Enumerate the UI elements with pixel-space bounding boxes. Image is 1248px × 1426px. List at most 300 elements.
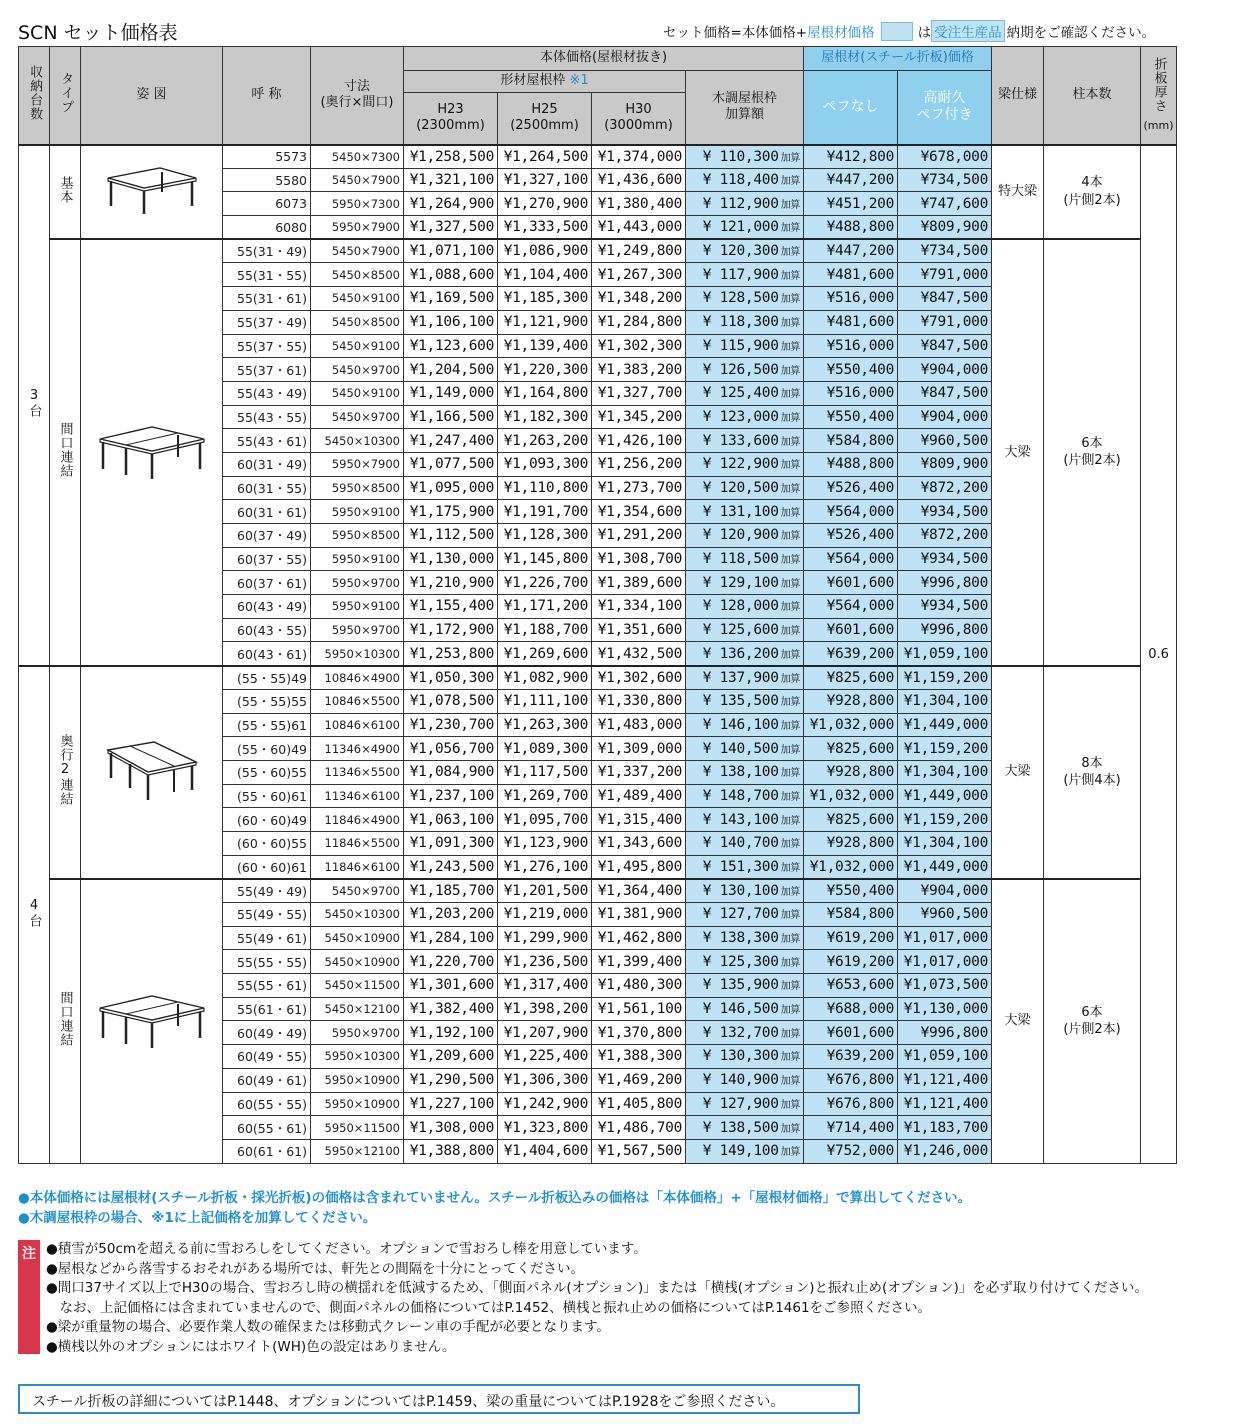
type-cell: 間口連結 <box>50 239 81 665</box>
dim-cell: 5950×8500 <box>311 476 404 500</box>
price-cell: ¥1,207,900 <box>498 1021 592 1045</box>
wood-add-cell: ¥ 128,000 加算 <box>686 595 804 619</box>
price-cell: ¥1,256,200 <box>592 452 686 476</box>
roof-b-cell: ¥934,500 <box>898 500 992 524</box>
note-line: ●木調屋根枠の場合、※1に上記価格を加算してください。 <box>18 1210 377 1226</box>
legend-prefix: セット価格=本体価格+ <box>663 25 808 41</box>
price-cell: ¥1,561,100 <box>592 997 686 1021</box>
price-cell: ¥1,088,600 <box>404 263 498 287</box>
price-cell: ¥1,258,500 <box>404 145 498 169</box>
col-count: 収納台数 <box>19 47 50 145</box>
name-cell: 60(61・61) <box>223 1139 311 1163</box>
price-cell: ¥1,270,900 <box>498 192 592 216</box>
price-cell: ¥1,267,300 <box>592 263 686 287</box>
name-cell: 55(43・49) <box>223 381 311 405</box>
name-cell: 6073 <box>223 192 311 216</box>
pillar-cell: 6本 (片側2本) <box>1044 879 1141 1163</box>
price-cell: ¥1,388,300 <box>592 1045 686 1069</box>
name-cell: 60(49・55) <box>223 1045 311 1069</box>
page-title: SCN セット価格表 <box>18 22 178 44</box>
price-cell: ¥1,121,900 <box>498 310 592 334</box>
count-cell: 4台 <box>19 666 50 1163</box>
name-cell: (60・60)61 <box>223 855 311 879</box>
roof-b-cell: ¥996,800 <box>898 1021 992 1045</box>
col-roof-a: ペフなし <box>804 71 898 145</box>
dim-cell: 5450×8500 <box>311 310 404 334</box>
roof-a-cell: ¥601,600 <box>804 571 898 595</box>
type-cell: 基本 <box>50 145 81 240</box>
name-cell: 55(55・55) <box>223 950 311 974</box>
dim-cell: 5950×10300 <box>311 1045 404 1069</box>
dim-cell: 5950×10300 <box>311 642 404 666</box>
dim-cell: 5950×10900 <box>311 1092 404 1116</box>
name-cell: 60(43・49) <box>223 595 311 619</box>
roof-b-cell: ¥747,600 <box>898 192 992 216</box>
roof-a-cell: ¥1,032,000 <box>804 855 898 879</box>
price-cell: ¥1,380,400 <box>592 192 686 216</box>
price-cell: ¥1,128,300 <box>498 524 592 548</box>
dim-cell: 11846×5500 <box>311 831 404 855</box>
name-cell: 60(31・61) <box>223 500 311 524</box>
reference-box: スチール折板の詳細についてはP.1448、オプションについてはP.1459、梁の重量についてはP.1928をご参照ください。 <box>18 1384 860 1414</box>
roof-b-cell: ¥791,000 <box>898 263 992 287</box>
wood-add-cell: ¥ 132,700 加算 <box>686 1021 804 1045</box>
dim-cell: 5450×7900 <box>311 239 404 263</box>
count-cell: 3台 <box>19 145 50 666</box>
beam-cell: 大梁 <box>992 666 1044 879</box>
roof-a-cell: ¥516,000 <box>804 287 898 311</box>
wood-add-cell: ¥ 135,500 加算 <box>686 689 804 713</box>
roof-a-cell: ¥601,600 <box>804 1021 898 1045</box>
wood-add-cell: ¥ 118,400 加算 <box>686 168 804 192</box>
roof-b-cell: ¥1,017,000 <box>898 926 992 950</box>
price-cell: ¥1,432,500 <box>592 642 686 666</box>
roof-a-cell: ¥481,600 <box>804 310 898 334</box>
price-cell: ¥1,112,500 <box>404 524 498 548</box>
wood-add-cell: ¥ 148,700 加算 <box>686 784 804 808</box>
roof-a-cell: ¥550,400 <box>804 405 898 429</box>
dim-cell: 11346×4900 <box>311 737 404 761</box>
dim-cell: 5950×8500 <box>311 524 404 548</box>
dim-cell: 5950×9700 <box>311 618 404 642</box>
price-cell: ¥1,219,000 <box>498 903 592 927</box>
price-cell: ¥1,351,600 <box>592 618 686 642</box>
price-cell: ¥1,106,100 <box>404 310 498 334</box>
name-cell: 55(37・55) <box>223 334 311 358</box>
name-cell: (55・60)55 <box>223 760 311 784</box>
wood-add-cell: ¥ 140,900 加算 <box>686 1068 804 1092</box>
wood-add-cell: ¥ 118,500 加算 <box>686 547 804 571</box>
roof-b-cell: ¥1,159,200 <box>898 737 992 761</box>
price-cell: ¥1,171,200 <box>498 595 592 619</box>
roof-a-cell: ¥928,800 <box>804 831 898 855</box>
name-cell: 60(37・49) <box>223 524 311 548</box>
name-cell: 60(49・61) <box>223 1068 311 1092</box>
price-cell: ¥1,089,300 <box>498 737 592 761</box>
price-cell: ¥1,110,800 <box>498 476 592 500</box>
dim-cell: 5450×10900 <box>311 950 404 974</box>
price-cell: ¥1,169,500 <box>404 287 498 311</box>
dim-cell: 5950×9100 <box>311 500 404 524</box>
roof-a-cell: ¥619,200 <box>804 926 898 950</box>
roof-a-cell: ¥550,400 <box>804 879 898 903</box>
dim-cell: 5450×10900 <box>311 926 404 950</box>
price-cell: ¥1,389,600 <box>592 571 686 595</box>
price-cell: ¥1,382,400 <box>404 997 498 1021</box>
price-cell: ¥1,327,500 <box>404 216 498 240</box>
figure-cell <box>81 239 223 665</box>
price-cell: ¥1,405,800 <box>592 1092 686 1116</box>
caution-line: なお、上記価格には含まれていませんので、側面パネルの価格についてはP.1452、横桟と振れ止めの価格についてはP.1461をご参照ください。 <box>46 1299 932 1316</box>
figure-cell <box>81 145 223 240</box>
roof-a-cell: ¥516,000 <box>804 381 898 405</box>
name-cell: 60(43・61) <box>223 642 311 666</box>
price-cell: ¥1,317,400 <box>498 974 592 998</box>
col-dim: 寸法 (奥行×間口) <box>311 47 404 145</box>
roof-b-cell: ¥1,246,000 <box>898 1139 992 1163</box>
wood-add-cell: ¥ 117,900 加算 <box>686 263 804 287</box>
price-cell: ¥1,567,500 <box>592 1139 686 1163</box>
dim-cell: 5450×9100 <box>311 287 404 311</box>
roof-a-cell: ¥584,800 <box>804 903 898 927</box>
roof-a-cell: ¥825,600 <box>804 737 898 761</box>
roof-b-cell: ¥996,800 <box>898 571 992 595</box>
wood-add-cell: ¥ 110,300 加算 <box>686 145 804 169</box>
name-cell: 55(43・61) <box>223 429 311 453</box>
name-cell: (55・60)49 <box>223 737 311 761</box>
name-cell: (60・60)55 <box>223 831 311 855</box>
dim-cell: 5950×9100 <box>311 547 404 571</box>
price-cell: ¥1,253,800 <box>404 642 498 666</box>
price-cell: ¥1,308,000 <box>404 1116 498 1140</box>
name-cell: 60(31・55) <box>223 476 311 500</box>
col-h30: H30 (3000mm) <box>592 93 686 145</box>
name-cell: 55(55・61) <box>223 974 311 998</box>
roof-a-cell: ¥1,032,000 <box>804 713 898 737</box>
price-cell: ¥1,398,200 <box>498 997 592 1021</box>
caution-line: ●梁が重量物の場合、必要作業人数の確保または移動式クレーン車の手配が必要となります。 <box>46 1319 610 1335</box>
name-cell: (55・55)49 <box>223 666 311 690</box>
price-cell: ¥1,383,200 <box>592 358 686 382</box>
roof-a-cell: ¥676,800 <box>804 1092 898 1116</box>
name-cell: 55(49・55) <box>223 903 311 927</box>
dim-cell: 11346×5500 <box>311 760 404 784</box>
price-cell: ¥1,276,100 <box>498 855 592 879</box>
price-cell: ¥1,084,900 <box>404 760 498 784</box>
roof-a-cell: ¥564,000 <box>804 595 898 619</box>
dim-cell: 5450×9700 <box>311 358 404 382</box>
price-cell: ¥1,483,000 <box>592 713 686 737</box>
price-cell: ¥1,299,900 <box>498 926 592 950</box>
wood-add-cell: ¥ 125,600 加算 <box>686 618 804 642</box>
name-cell: 55(49・61) <box>223 926 311 950</box>
dim-cell: 11346×6100 <box>311 784 404 808</box>
caution-line: ●横桟以外のオプションにはホワイト(WH)色の設定はありません。 <box>46 1338 456 1355</box>
price-cell: ¥1,086,900 <box>498 239 592 263</box>
wood-add-cell: ¥ 137,900 加算 <box>686 666 804 690</box>
roof-a-cell: ¥564,000 <box>804 547 898 571</box>
price-cell: ¥1,374,000 <box>592 145 686 169</box>
price-cell: ¥1,185,700 <box>404 879 498 903</box>
price-table-body <box>19 145 1177 1164</box>
price-cell: ¥1,284,800 <box>592 310 686 334</box>
roof-b-cell: ¥1,159,200 <box>898 808 992 832</box>
roof-b-cell: ¥872,200 <box>898 476 992 500</box>
col-name: 呼 称 <box>223 47 311 145</box>
dim-cell: 5950×10900 <box>311 1068 404 1092</box>
roof-b-cell: ¥1,073,500 <box>898 974 992 998</box>
roof-b-cell: ¥1,017,000 <box>898 950 992 974</box>
price-cell: ¥1,191,700 <box>498 500 592 524</box>
dim-cell: 5450×9700 <box>311 405 404 429</box>
roof-b-cell: ¥904,000 <box>898 358 992 382</box>
name-cell: (55・55)55 <box>223 689 311 713</box>
roof-a-cell: ¥1,032,000 <box>804 784 898 808</box>
price-cell: ¥1,204,500 <box>404 358 498 382</box>
beam-cell: 大梁 <box>992 879 1044 1163</box>
roof-b-cell: ¥809,900 <box>898 216 992 240</box>
caution-line: ●間口37サイズ以上でH30の場合、雪おろし時の横揺れを低減するため、「側面パネル(オプション)」または「横桟(オプション)と振れ止め(オプション)」を必ず取り付けてください。 <box>46 1280 1148 1296</box>
price-cell: ¥1,123,600 <box>404 334 498 358</box>
pillar-cell: 6本 (片側2本) <box>1044 239 1141 665</box>
legend-product: 受注生産品 <box>931 20 1005 42</box>
roof-a-cell: ¥564,000 <box>804 500 898 524</box>
price-cell: ¥1,269,600 <box>498 642 592 666</box>
price-cell: ¥1,302,600 <box>592 666 686 690</box>
price-cell: ¥1,364,400 <box>592 879 686 903</box>
table-row <box>19 239 1177 263</box>
name-cell: (55・55)61 <box>223 713 311 737</box>
wood-add-cell: ¥ 138,300 加算 <box>686 926 804 950</box>
wood-add-cell: ¥ 122,900 加算 <box>686 452 804 476</box>
wood-add-cell: ¥ 118,300 加算 <box>686 310 804 334</box>
price-cell: ¥1,236,500 <box>498 950 592 974</box>
table-row <box>19 666 1177 690</box>
wood-add-cell: ¥ 136,200 加算 <box>686 642 804 666</box>
roof-b-cell: ¥904,000 <box>898 405 992 429</box>
price-cell: ¥1,273,700 <box>592 476 686 500</box>
wood-add-cell: ¥ 131,100 加算 <box>686 500 804 524</box>
price-cell: ¥1,284,100 <box>404 926 498 950</box>
roof-a-cell: ¥412,800 <box>804 145 898 169</box>
wood-add-cell: ¥ 140,700 加算 <box>686 831 804 855</box>
price-cell: ¥1,327,100 <box>498 168 592 192</box>
caution-list <box>46 1240 1148 1357</box>
roof-b-cell: ¥847,500 <box>898 381 992 405</box>
price-cell: ¥1,345,200 <box>592 405 686 429</box>
wood-add-cell: ¥ 146,100 加算 <box>686 713 804 737</box>
figure-cell <box>81 666 223 879</box>
col-type: タイプ <box>50 47 81 145</box>
dim-cell: 10846×5500 <box>311 689 404 713</box>
roof-a-cell: ¥550,400 <box>804 358 898 382</box>
price-cell: ¥1,321,100 <box>404 168 498 192</box>
price-cell: ¥1,188,700 <box>498 618 592 642</box>
name-cell: (60・60)49 <box>223 808 311 832</box>
roof-b-cell: ¥1,121,400 <box>898 1068 992 1092</box>
roof-b-cell: ¥847,500 <box>898 287 992 311</box>
name-cell: 60(37・61) <box>223 571 311 595</box>
price-cell: ¥1,264,500 <box>498 145 592 169</box>
price-cell: ¥1,337,200 <box>592 760 686 784</box>
price-cell: ¥1,489,400 <box>592 784 686 808</box>
wood-add-cell: ¥ 121,000 加算 <box>686 216 804 240</box>
roof-b-cell: ¥1,304,100 <box>898 760 992 784</box>
roof-b-cell: ¥678,000 <box>898 145 992 169</box>
beam-cell: 大梁 <box>992 239 1044 665</box>
name-cell: 60(31・49) <box>223 452 311 476</box>
roof-a-cell: ¥584,800 <box>804 429 898 453</box>
price-cell: ¥1,185,300 <box>498 287 592 311</box>
price-cell: ¥1,225,400 <box>498 1045 592 1069</box>
wood-add-cell: ¥ 143,100 加算 <box>686 808 804 832</box>
price-cell: ¥1,354,600 <box>592 500 686 524</box>
price-cell: ¥1,093,300 <box>498 452 592 476</box>
price-cell: ¥1,480,300 <box>592 974 686 998</box>
price-cell: ¥1,302,300 <box>592 334 686 358</box>
name-cell: (55・60)61 <box>223 784 311 808</box>
price-cell: ¥1,139,400 <box>498 334 592 358</box>
price-cell: ¥1,381,900 <box>592 903 686 927</box>
price-cell: ¥1,201,500 <box>498 879 592 903</box>
wood-add-cell: ¥ 128,500 加算 <box>686 287 804 311</box>
wood-add-cell: ¥ 146,500 加算 <box>686 997 804 1021</box>
price-cell: ¥1,263,200 <box>498 429 592 453</box>
name-cell: 60(37・55) <box>223 547 311 571</box>
dim-cell: 5950×7300 <box>311 192 404 216</box>
name-cell: 55(43・55) <box>223 405 311 429</box>
price-cell: ¥1,323,800 <box>498 1116 592 1140</box>
price-cell: ¥1,220,700 <box>404 950 498 974</box>
price-cell: ¥1,117,500 <box>498 760 592 784</box>
name-cell: 60(55・55) <box>223 1092 311 1116</box>
name-cell: 55(31・61) <box>223 287 311 311</box>
roof-b-cell: ¥960,500 <box>898 429 992 453</box>
roof-a-cell: ¥653,600 <box>804 974 898 998</box>
price-cell: ¥1,348,200 <box>592 287 686 311</box>
roof-b-cell: ¥1,449,000 <box>898 713 992 737</box>
price-cell: ¥1,123,900 <box>498 831 592 855</box>
type-cell: 間口連結 <box>50 879 81 1163</box>
dim-cell: 5450×7300 <box>311 145 404 169</box>
col-roof-price: 屋根材(スチール折板)価格 <box>804 47 992 71</box>
price-cell: ¥1,078,500 <box>404 689 498 713</box>
price-cell: ¥1,399,400 <box>592 950 686 974</box>
dim-cell: 10846×6100 <box>311 713 404 737</box>
price-cell: ¥1,149,000 <box>404 381 498 405</box>
price-cell: ¥1,050,300 <box>404 666 498 690</box>
roof-a-cell: ¥481,600 <box>804 263 898 287</box>
name-cell: 5580 <box>223 168 311 192</box>
price-cell: ¥1,343,600 <box>592 831 686 855</box>
roof-b-cell: ¥1,449,000 <box>898 855 992 879</box>
col-figure: 姿 図 <box>81 47 223 145</box>
legend-ha: は <box>917 25 932 41</box>
dim-cell: 5450×7900 <box>311 168 404 192</box>
name-cell: 55(31・49) <box>223 239 311 263</box>
wood-add-cell: ¥ 120,900 加算 <box>686 524 804 548</box>
price-cell: ¥1,469,200 <box>592 1068 686 1092</box>
dim-cell: 11846×4900 <box>311 808 404 832</box>
price-cell: ¥1,301,600 <box>404 974 498 998</box>
roof-b-cell: ¥1,121,400 <box>898 1092 992 1116</box>
wood-add-cell: ¥ 127,900 加算 <box>686 1092 804 1116</box>
dim-cell: 5450×9100 <box>311 381 404 405</box>
price-cell: ¥1,077,500 <box>404 452 498 476</box>
name-cell: 6080 <box>223 216 311 240</box>
caution-label: 注 <box>18 1240 40 1354</box>
table-row <box>19 879 1177 903</box>
roof-a-cell: ¥516,000 <box>804 334 898 358</box>
col-wood: 木調屋根枠 加算額 <box>686 71 804 145</box>
dim-cell: 5450×9700 <box>311 879 404 903</box>
roof-a-cell: ¥526,400 <box>804 524 898 548</box>
price-cell: ¥1,164,800 <box>498 381 592 405</box>
roof-a-cell: ¥451,200 <box>804 192 898 216</box>
dim-cell: 5450×10300 <box>311 903 404 927</box>
price-cell: ¥1,091,300 <box>404 831 498 855</box>
note-line: ●本体価格には屋根材(スチール折板・採光折板)の価格は含まれていません。スチール折板込みの価格は「本体価格」+「屋根材価格」で算出してください。 <box>18 1190 972 1206</box>
dim-cell: 5950×7900 <box>311 216 404 240</box>
notes <box>18 1188 971 1228</box>
roof-a-cell: ¥488,800 <box>804 452 898 476</box>
wood-add-cell: ¥ 133,600 加算 <box>686 429 804 453</box>
price-cell: ¥1,230,700 <box>404 713 498 737</box>
price-cell: ¥1,269,700 <box>498 784 592 808</box>
roof-b-cell: ¥934,500 <box>898 547 992 571</box>
price-cell: ¥1,443,000 <box>592 216 686 240</box>
legend-suffix: 納期をご確認ください。 <box>1006 25 1156 41</box>
pillar-cell: 4本 (片側2本) <box>1044 145 1141 240</box>
price-cell: ¥1,172,900 <box>404 618 498 642</box>
name-cell: 55(31・55) <box>223 263 311 287</box>
figure-cell <box>81 879 223 1163</box>
price-table <box>18 46 1177 1164</box>
price-cell: ¥1,308,700 <box>592 547 686 571</box>
col-frame: 形材屋根枠 ※1 <box>404 71 686 93</box>
price-cell: ¥1,227,100 <box>404 1092 498 1116</box>
roof-a-cell: ¥825,600 <box>804 808 898 832</box>
price-cell: ¥1,155,400 <box>404 595 498 619</box>
roof-b-cell: ¥1,159,200 <box>898 666 992 690</box>
roof-b-cell: ¥1,304,100 <box>898 831 992 855</box>
dim-cell: 5950×9700 <box>311 571 404 595</box>
wood-add-cell: ¥ 112,900 加算 <box>686 192 804 216</box>
roof-a-cell: ¥825,600 <box>804 666 898 690</box>
thickness-cell: 0.6 <box>1141 145 1177 1164</box>
price-cell: ¥1,330,800 <box>592 689 686 713</box>
pillar-cell: 8本 (片側4本) <box>1044 666 1141 879</box>
name-cell: 55(49・49) <box>223 879 311 903</box>
name-cell: 5573 <box>223 145 311 169</box>
roof-b-cell: ¥1,183,700 <box>898 1116 992 1140</box>
name-cell: 55(37・49) <box>223 310 311 334</box>
roof-a-cell: ¥639,200 <box>804 1045 898 1069</box>
legend-roof: 屋根材価格 <box>807 25 875 41</box>
wood-add-cell: ¥ 120,300 加算 <box>686 239 804 263</box>
type-cell: 奥行2連結 <box>50 666 81 879</box>
price-cell: ¥1,182,300 <box>498 405 592 429</box>
roof-b-cell: ¥1,059,100 <box>898 642 992 666</box>
col-h23: H23 (2300mm) <box>404 93 498 145</box>
roof-b-cell: ¥734,500 <box>898 168 992 192</box>
legend-swatch <box>881 22 913 41</box>
name-cell: 55(61・61) <box>223 997 311 1021</box>
name-cell: 60(55・61) <box>223 1116 311 1140</box>
wood-add-cell: ¥ 120,500 加算 <box>686 476 804 500</box>
roof-a-cell: ¥488,800 <box>804 216 898 240</box>
roof-b-cell: ¥934,500 <box>898 595 992 619</box>
